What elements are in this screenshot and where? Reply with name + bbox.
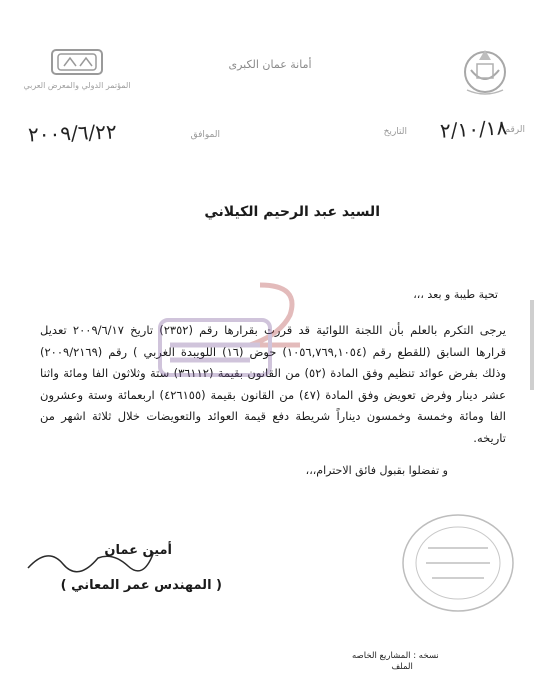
reference-number: ٢/١٠/١٨ xyxy=(439,115,508,143)
watermark-stamp xyxy=(150,275,320,395)
signatory-name: ( المهندس عمر المعاني ) xyxy=(60,578,222,593)
conference-logo xyxy=(22,48,132,98)
date-label: التاريخ xyxy=(383,127,407,137)
official-stamp xyxy=(398,508,518,618)
signatory-title: أمين عمان xyxy=(104,543,172,558)
corresponding-date-label: الموافق xyxy=(190,130,220,140)
letter-date: ٢٠٠٩/٦/٢٢ xyxy=(27,119,118,147)
reference-label: الرقم xyxy=(504,125,525,135)
organization-name: أمانة عمان الكبرى xyxy=(228,58,312,71)
scan-edge-mark xyxy=(530,300,534,390)
copy-to-line: نسخه : المشاريع الخاصه xyxy=(352,651,439,661)
file-line: الملف xyxy=(391,662,413,672)
letter-body: يرجى التكرم بالعلم بأن اللجنة اللوائية قد قررت بقرارها رقم (٢٣٥٢) تاريخ ٢٠٠٩/٦/١٧ تعديل قرارها السابق (للقطع رقم (١٠٥٦,٧٦٩,١٠٥٤) حوض (١٦) اللويبدة الغربي ) رقم (٢٠٠٩/٢١٦٩) وذلك بفرض عوائد تنظيم وفق المادة (٥٢) من القانون بقيمة (٣٦١١٢) ستة وثلاثون الفا ومائة واثنا عشر دينار وفرض تعويض وفق المادة (٤٧) من القانون بقيمة (٤٢٦١٥٥) اربعمائة وستة وعشرون الفا ومائة وخمسة وخمسون ديناراً شريطة دفع قيمة العوائد والتعويضات خلال ثلاثة اشهر من تاريخه. xyxy=(40,323,507,445)
svg-text:المؤتمر الدولي والمعرض العربي: المؤتمر الدولي والمعرض العربي xyxy=(23,81,131,90)
closing-line: و تفضلوا بقبول فائق الاحترام،،، xyxy=(305,464,448,477)
coat-of-arms-emblem xyxy=(455,42,515,102)
reference-row xyxy=(20,115,525,153)
copy-to-note xyxy=(352,651,439,673)
greeting: تحية طيبة و بعد ،،، xyxy=(413,288,498,301)
recipient-name: السيد عبد الرحيم الكيلاني xyxy=(204,204,380,220)
